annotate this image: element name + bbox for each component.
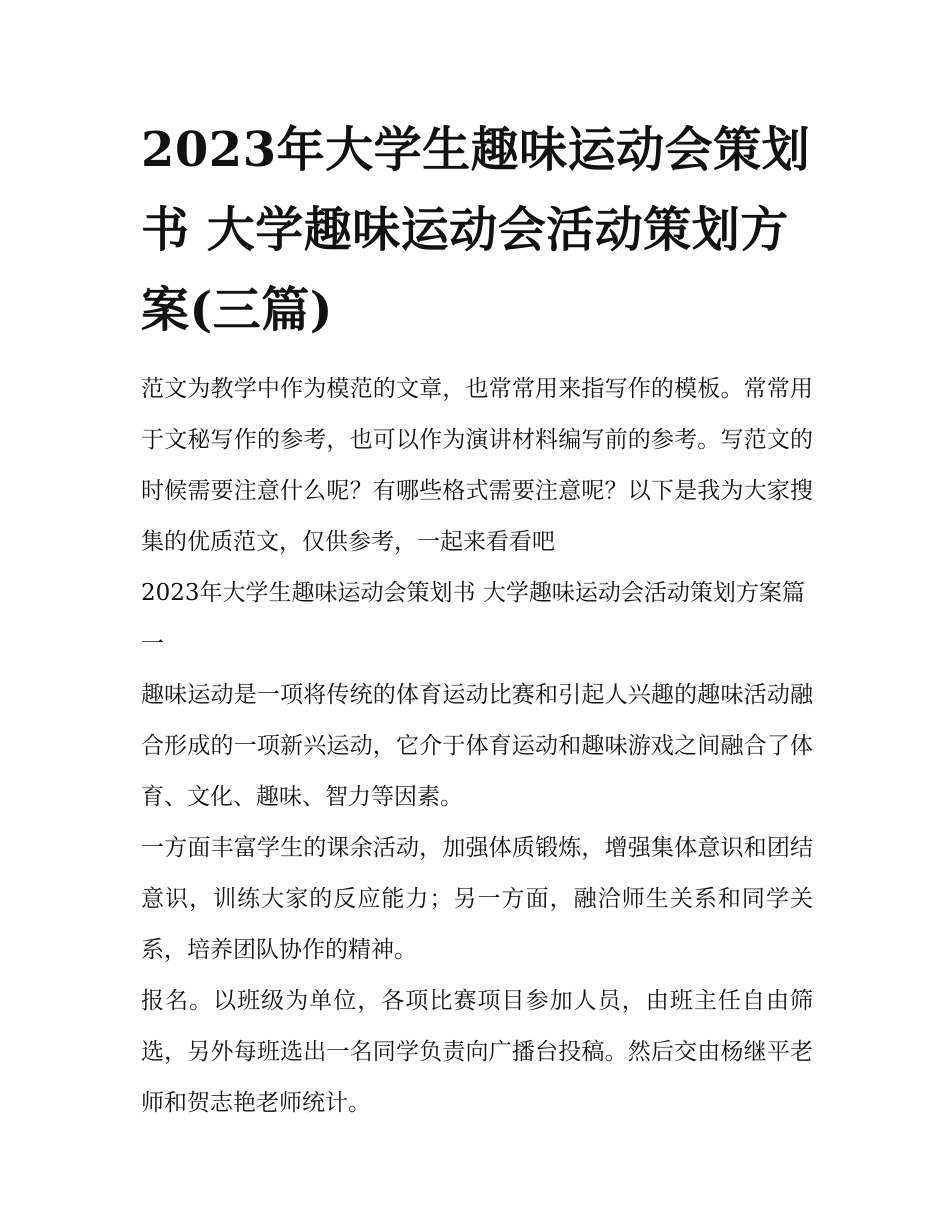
body-paragraph: 一方面丰富学生的课余活动，加强体质锻炼，增强集体意识和团结意识，训练大家的反应能力；另一方面，融洽师生关系和同学关系，培养团队协作的精神。 [141, 835, 813, 963]
section-heading: 2023年大学生趣味运动会策划书 大学趣味运动会活动策划方案篇一 [141, 580, 805, 657]
document-page [141, 110, 813, 1129]
body-paragraph: 报名。以班级为单位，各项比赛项目参加人员，由班主任自由筛选，另外每班选出一名同学负责向广播台投稿。然后交由杨继平老师和贺志艳老师统计。 [141, 988, 813, 1116]
body-paragraph: 趣味运动是一项将传统的体育运动比赛和引起人兴趣的趣味活动融合形成的一项新兴运动，它介于体育运动和趣味游戏之间融合了体育、文化、趣味、智力等因素。 [141, 682, 813, 810]
intro-paragraph: 范文为教学中作为模范的文章，也常常用来指写作的模板。常常用于文秘写作的参考，也可以作为演讲材料编写前的参考。写范文的时候需要注意什么呢？有哪些格式需要注意呢？以下是我为大家搜集的优质范文，仅供参考，一起来看看吧 [141, 376, 813, 555]
document-title: 2023年大学生趣味运动会策划书 大学趣味运动会活动策划方案(三篇) [141, 122, 811, 338]
